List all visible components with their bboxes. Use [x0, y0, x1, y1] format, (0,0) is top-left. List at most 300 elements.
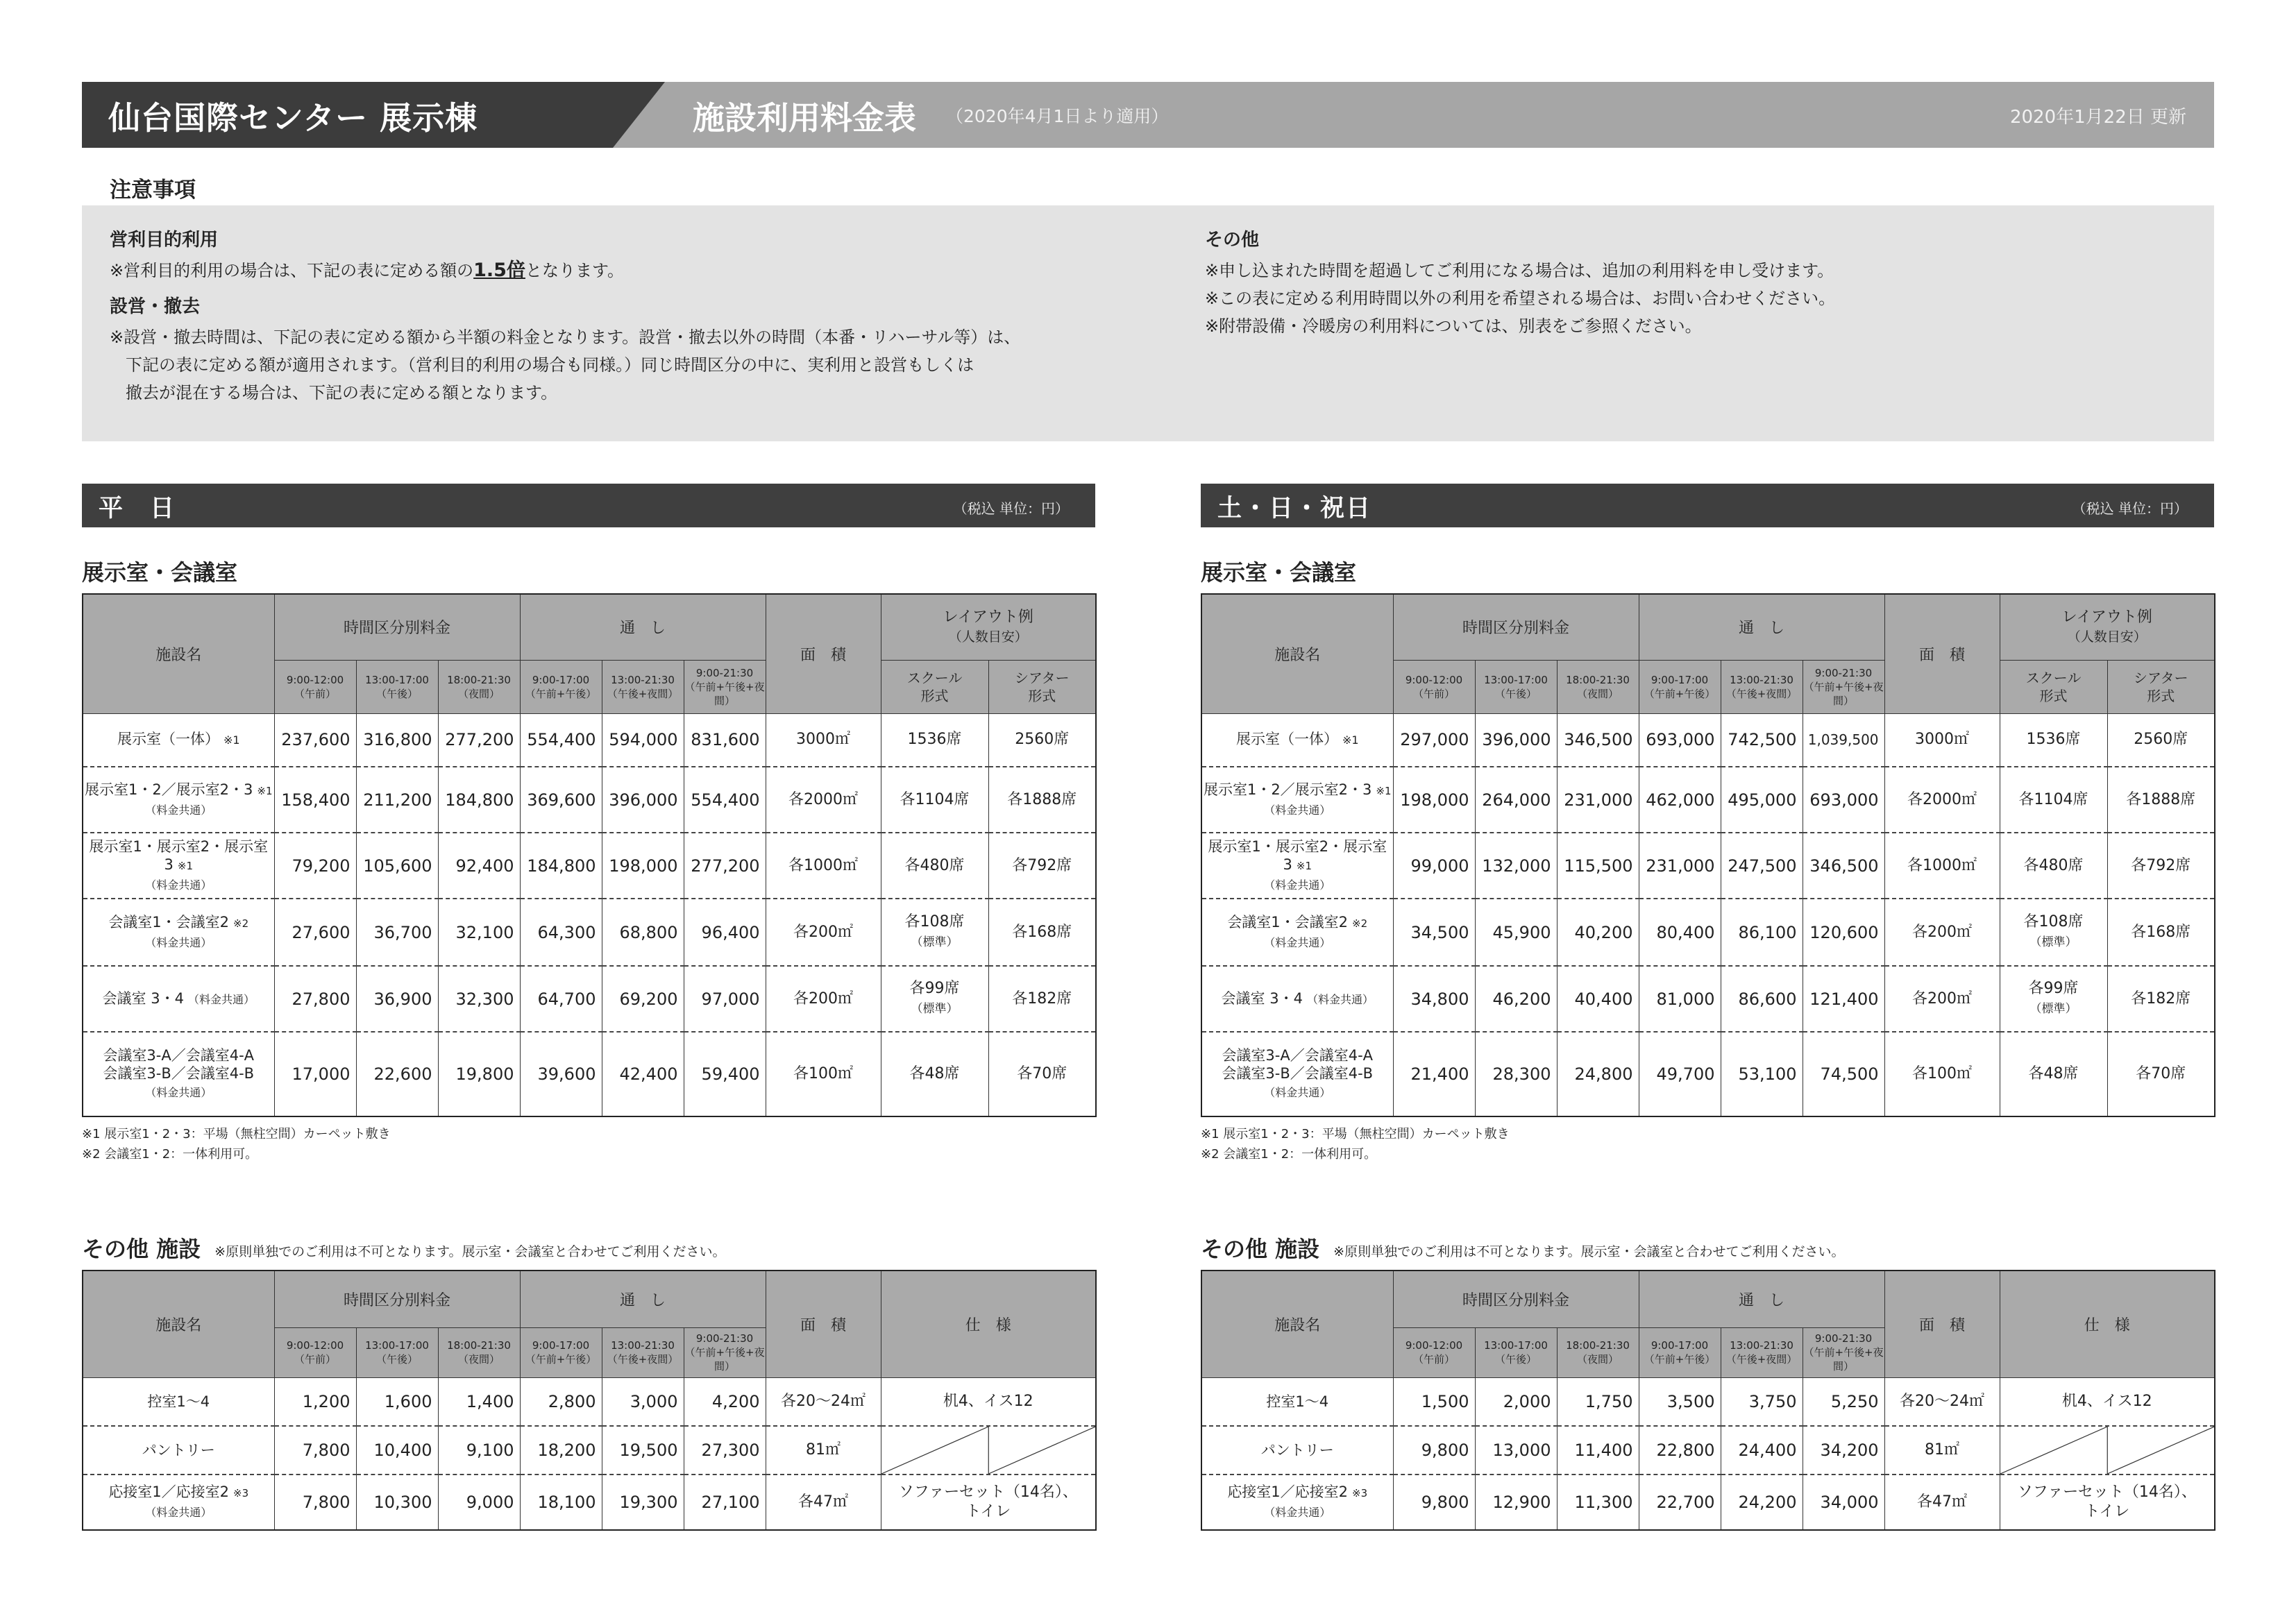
weekday-footnote-1: ※1 展示室1・2・3：平場（無柱空間）カーペット敷き — [82, 1127, 391, 1141]
price-cell: 27,100 — [684, 1475, 766, 1530]
col-slot-5 — [1803, 660, 1884, 713]
price-cell: 297,000 — [1393, 713, 1475, 767]
school-capacity-cell — [881, 833, 988, 899]
facility-note: ※2 — [233, 917, 249, 930]
theater-capacity-cell: 各1888席 — [2107, 767, 2215, 833]
spec-cell — [881, 1475, 1096, 1530]
area-cell: 3000㎡ — [766, 713, 881, 767]
price-cell: 554,400 — [520, 713, 602, 767]
notice-box — [82, 205, 2214, 441]
col-slot-5 — [1803, 1327, 1884, 1377]
facility-name-text: 会議室3-A／会議室4-A — [1222, 1047, 1374, 1064]
layout-sub-label: （人数目安） — [2067, 629, 2147, 645]
facility-note: ※1 — [1342, 733, 1359, 747]
col-facility-name: 施設名 — [83, 1271, 274, 1377]
slot-label: （夜間） — [457, 687, 500, 700]
school-capacity-sub: （標準） — [2029, 1002, 2077, 1016]
area-cell: 各100㎡ — [766, 1032, 881, 1116]
col-slot-0 — [1393, 1327, 1475, 1377]
layout-label: レイアウト例 — [2061, 608, 2152, 626]
facility-name — [1201, 833, 1393, 899]
facility-name — [83, 1377, 274, 1426]
theater-capacity-cell: 各792席 — [2107, 833, 2215, 899]
price-cell: 42,400 — [602, 1032, 684, 1116]
col-theater — [988, 660, 1096, 713]
facility-name — [1201, 767, 1393, 833]
area-cell: 各1000㎡ — [1884, 833, 2000, 899]
school-capacity-cell — [2000, 1032, 2107, 1116]
theater-capacity-cell: 各168席 — [988, 899, 1096, 966]
facility-name — [1201, 713, 1393, 767]
school-capacity-cell — [2000, 833, 2107, 899]
notice-right-column — [1205, 226, 1835, 340]
price-cell: 5,250 — [1803, 1377, 1884, 1426]
school-label: スクール — [2025, 669, 2082, 686]
slot-time: 9:00-21:30 — [695, 1332, 754, 1345]
price-cell: 69,200 — [602, 966, 684, 1032]
facility-name-text: パントリー — [142, 1442, 215, 1459]
facility-note: ※1 — [223, 733, 240, 747]
facility-name-text: 会議室1・会議室2 — [108, 913, 230, 931]
facility-note: （料金共通） — [1306, 992, 1374, 1006]
header-updated-date: 2020年1月22日 更新 — [2009, 107, 2186, 128]
price-cell: 4,200 — [684, 1377, 766, 1426]
table-row — [1201, 899, 2215, 966]
price-cell: 831,600 — [684, 713, 766, 767]
slot-time: 13:00-21:30 — [611, 673, 675, 686]
table-row — [1201, 1377, 2215, 1426]
slot-label: （午前+午後+夜間） — [1803, 680, 1884, 707]
school-capacity: 各48席 — [909, 1065, 960, 1082]
table-row — [1201, 833, 2215, 899]
price-cell: 495,000 — [1721, 767, 1803, 833]
table-row — [83, 1377, 1096, 1426]
weekday-footnotes — [82, 1124, 391, 1164]
spec-cell-empty — [2000, 1426, 2215, 1475]
setup-line-2: 下記の表に定める額が適用されます。（営利目的利用の場合も同様。）同じ時間区分の中に、実利用と設営もしくは — [126, 355, 974, 375]
slot-label: （午後） — [375, 687, 418, 700]
spec-cell-empty — [881, 1426, 1096, 1475]
slot-label: （午前+午後） — [525, 1353, 597, 1366]
col-by-slot: 時間区分別料金 — [1393, 594, 1639, 660]
col-school — [2000, 660, 2107, 713]
price-cell: 7,800 — [274, 1426, 356, 1475]
holiday-unit: （税込 単位：円） — [2072, 500, 2188, 517]
table-row — [1201, 1032, 2215, 1116]
slot-time: 9:00-17:00 — [1651, 673, 1709, 686]
table-row — [1201, 713, 2215, 767]
col-slot-1 — [356, 1327, 438, 1377]
price-cell: 68,800 — [602, 899, 684, 966]
facility-name-text: 展示室（一体） — [1235, 731, 1338, 748]
price-cell: 19,300 — [602, 1475, 684, 1530]
facility-name-text: 展示室1・2／展示室2・3 — [84, 781, 253, 798]
price-cell: 32,300 — [438, 966, 520, 1032]
area-cell: 各2000㎡ — [1884, 767, 2000, 833]
holiday-other-note: ※原則単独でのご利用は不可となります。展示室・会議室と合わせてご利用ください。 — [1333, 1243, 1845, 1259]
price-cell: 184,800 — [438, 767, 520, 833]
layout-sub-label: （人数目安） — [948, 629, 1028, 645]
other-line-2: ※この表に定める利用時間以外の利用を希望される場合は、お問い合わせください。 — [1205, 289, 1836, 308]
spec-text-2: トイレ — [2084, 1503, 2130, 1520]
setup-title: 設営・撤去 — [110, 296, 201, 317]
col-layout — [2000, 594, 2215, 660]
facility-note: （料金共通） — [187, 992, 255, 1006]
price-cell: 231,000 — [1639, 833, 1721, 899]
price-cell: 28,300 — [1475, 1032, 1557, 1116]
table-row — [83, 966, 1096, 1032]
weekday-bar — [82, 484, 1095, 527]
facility-name — [1201, 1032, 1393, 1116]
col-slot-3 — [520, 660, 602, 713]
facility-name-text: 控室1～4 — [1266, 1393, 1329, 1410]
facility-name-text: 応接室1／応接室2 — [108, 1484, 230, 1500]
slot-label: （午前+午後） — [1644, 687, 1716, 700]
area-cell: 各47㎡ — [1884, 1475, 2000, 1530]
facility-name — [83, 833, 274, 899]
facility-note: ※2 — [1352, 917, 1368, 930]
commercial-text: ※営利目的利用の場合は、下記の表に定める額の1.5倍となります。 — [110, 260, 625, 281]
other-line-3: ※附帯設備・冷暖房の利用料については、別表をご参照ください。 — [1205, 316, 1702, 336]
table-row — [83, 1032, 1096, 1116]
facility-name-text: 控室1～4 — [147, 1393, 210, 1410]
price-cell: 1,039,500 — [1803, 713, 1884, 767]
price-cell: 231,000 — [1557, 767, 1639, 833]
price-cell: 121,400 — [1803, 966, 1884, 1032]
price-cell: 277,200 — [438, 713, 520, 767]
school-capacity: 1536席 — [907, 731, 962, 749]
school-capacity: 各108席 — [2023, 913, 2084, 931]
price-cell: 316,800 — [356, 713, 438, 767]
school-format-label: 形式 — [920, 687, 949, 704]
price-cell: 86,100 — [1721, 899, 1803, 966]
slot-time: 13:00-21:30 — [611, 1339, 675, 1352]
col-through: 通 し — [520, 594, 766, 660]
facility-name-text: 展示室1・展示室2・展示室3 — [1208, 838, 1387, 873]
theater-capacity-cell: 各1888席 — [988, 767, 1096, 833]
facility-name-text: 展示室1・展示室2・展示室3 — [89, 838, 269, 873]
facility-name-text-2: 会議室3-B／会議室4-B — [103, 1065, 255, 1082]
theater-label: シアター — [1014, 669, 1070, 686]
area-cell: 3000㎡ — [1884, 713, 2000, 767]
table-row — [1201, 767, 2215, 833]
header-row — [1201, 594, 2215, 660]
slot-label: （夜間） — [1576, 1353, 1619, 1366]
facility-sub: （料金共通） — [1264, 878, 1331, 892]
facility-sub: （料金共通） — [145, 878, 212, 892]
spec-cell — [2000, 1377, 2215, 1426]
price-cell: 3,750 — [1721, 1377, 1803, 1426]
school-capacity-cell — [881, 713, 988, 767]
price-cell: 19,500 — [602, 1426, 684, 1475]
slot-label: （午後） — [1494, 1353, 1537, 1366]
table-row — [83, 1475, 1096, 1530]
holiday-footnote-1: ※1 展示室1・2・3：平場（無柱空間）カーペット敷き — [1201, 1127, 1510, 1141]
col-slot-4 — [1721, 1327, 1803, 1377]
facility-name — [1201, 966, 1393, 1032]
price-cell: 46,200 — [1475, 966, 1557, 1032]
school-capacity-cell — [2000, 713, 2107, 767]
facility-sub: （料金共通） — [1264, 935, 1331, 949]
weekday-bar-title: 平 日 — [99, 495, 176, 522]
price-cell: 1,750 — [1557, 1377, 1639, 1426]
slot-time: 18:00-21:30 — [447, 1339, 511, 1352]
area-cell: 各20～24㎡ — [1884, 1377, 2000, 1426]
theater-capacity-cell: 各182席 — [988, 966, 1096, 1032]
slot-time: 18:00-21:30 — [1566, 673, 1630, 686]
slot-label: （午後） — [375, 1353, 418, 1366]
school-capacity-cell — [881, 767, 988, 833]
facility-name — [83, 767, 274, 833]
slot-time: 13:00-21:30 — [1730, 673, 1793, 686]
slot-label: （午前+午後+夜間） — [684, 1346, 765, 1373]
school-capacity: 各1104席 — [2018, 790, 2088, 808]
price-cell: 22,700 — [1639, 1475, 1721, 1530]
header-title: 仙台国際センター 展示棟 — [108, 99, 478, 137]
col-slot-2 — [1557, 660, 1639, 713]
school-capacity: 各480席 — [904, 856, 965, 874]
spec-cell — [881, 1377, 1096, 1426]
facility-name-text: 展示室1・2／展示室2・3 — [1203, 781, 1372, 798]
price-cell: 27,800 — [274, 966, 356, 1032]
facility-name — [83, 1032, 274, 1116]
price-cell: 59,400 — [684, 1032, 766, 1116]
theater-capacity-cell: 各168席 — [2107, 899, 2215, 966]
price-cell: 21,400 — [1393, 1032, 1475, 1116]
slot-label: （午前） — [294, 1353, 336, 1366]
slot-label: （午後+夜間） — [607, 687, 679, 700]
price-cell: 120,600 — [1803, 899, 1884, 966]
price-cell: 158,400 — [274, 767, 356, 833]
price-cell: 97,000 — [684, 966, 766, 1032]
facility-name-text: 会議室3-A／会議室4-A — [103, 1047, 255, 1064]
price-cell: 80,400 — [1639, 899, 1721, 966]
other-title: その他 — [1205, 230, 1260, 250]
col-by-slot: 時間区分別料金 — [274, 1271, 520, 1327]
area-cell: 各200㎡ — [1884, 966, 2000, 1032]
facility-name-text: 会議室 3・4 — [1221, 989, 1303, 1007]
col-through: 通 し — [1639, 1271, 1884, 1327]
school-capacity-sub: （標準） — [2029, 935, 2077, 949]
price-cell: 96,400 — [684, 899, 766, 966]
price-cell: 346,500 — [1557, 713, 1639, 767]
facility-name — [83, 966, 274, 1032]
facility-name — [1201, 1377, 1393, 1426]
table-row — [83, 1426, 1096, 1475]
holiday-section-rooms-title: 展示室・会議室 — [1201, 559, 1357, 586]
price-cell: 1,400 — [438, 1377, 520, 1426]
col-school — [881, 660, 988, 713]
col-through: 通 し — [1639, 594, 1884, 660]
col-slot-5 — [684, 660, 766, 713]
facility-sub: （料金共通） — [1264, 803, 1331, 817]
col-facility-name: 施設名 — [83, 594, 274, 713]
price-cell: 237,600 — [274, 713, 356, 767]
setup-line-3: 撤去が混在する場合は、下記の表に定める額となります。 — [126, 383, 558, 402]
area-cell: 各47㎡ — [766, 1475, 881, 1530]
price-cell: 554,400 — [684, 767, 766, 833]
school-capacity-cell — [2000, 899, 2107, 966]
table-row — [83, 899, 1096, 966]
school-capacity-cell — [2000, 966, 2107, 1032]
slot-label: （午後+夜間） — [1725, 1353, 1798, 1366]
school-capacity: 各48席 — [2028, 1065, 2079, 1082]
table-row — [1201, 966, 2215, 1032]
price-cell: 3,000 — [602, 1377, 684, 1426]
facility-sub: （料金共通） — [145, 803, 212, 817]
slot-time: 13:00-17:00 — [365, 1339, 429, 1352]
price-cell: 19,800 — [438, 1032, 520, 1116]
header-row — [83, 1271, 1096, 1327]
slot-time: 9:00-12:00 — [1405, 673, 1463, 686]
school-capacity: 1536席 — [2026, 731, 2081, 749]
price-cell: 211,200 — [356, 767, 438, 833]
slot-time: 18:00-21:30 — [1566, 1339, 1630, 1352]
table-row — [1201, 1475, 2215, 1530]
price-cell: 369,600 — [520, 767, 602, 833]
price-cell: 39,600 — [520, 1032, 602, 1116]
price-cell: 49,700 — [1639, 1032, 1721, 1116]
table-row — [1201, 1426, 2215, 1475]
holiday-other-table — [1201, 1270, 2215, 1531]
spec-cell — [2000, 1475, 2215, 1530]
price-cell: 693,000 — [1803, 767, 1884, 833]
slot-label: （午前+午後+夜間） — [1803, 1346, 1884, 1373]
slot-time: 9:00-21:30 — [1814, 1332, 1873, 1345]
holiday-footnotes — [1201, 1124, 1510, 1164]
price-cell: 74,500 — [1803, 1032, 1884, 1116]
facility-sub: （料金共通） — [1264, 1086, 1331, 1099]
slot-label: （午前） — [294, 687, 336, 700]
price-cell: 11,300 — [1557, 1475, 1639, 1530]
price-cell: 132,000 — [1475, 833, 1557, 899]
col-slot-1 — [356, 660, 438, 713]
col-slot-2 — [1557, 1327, 1639, 1377]
theater-format-label: 形式 — [2147, 687, 2175, 704]
price-cell: 346,500 — [1803, 833, 1884, 899]
facility-name — [83, 899, 274, 966]
slot-time: 9:00-17:00 — [532, 673, 590, 686]
price-cell: 99,000 — [1393, 833, 1475, 899]
header-row — [83, 594, 1096, 660]
school-capacity-cell — [881, 966, 988, 1032]
school-capacity: 各99席 — [909, 980, 960, 997]
price-cell: 2,000 — [1475, 1377, 1557, 1426]
weekday-section-other-title: その他 施設 ※原則単独でのご利用は不可となります。展示室・会議室と合わせてご利用ください。 — [82, 1236, 726, 1262]
school-capacity-sub: （標準） — [911, 1002, 959, 1016]
col-slot-3 — [520, 1327, 602, 1377]
holiday-footnote-2: ※2 会議室1・2：一体利用可。 — [1201, 1147, 1377, 1162]
facility-note: ※1 — [257, 784, 273, 797]
facility-name-text: パントリー — [1260, 1442, 1334, 1459]
spec-text: ソファーセット（14名）、 — [2017, 1484, 2197, 1501]
facility-note: ※1 — [177, 859, 193, 872]
notice-left-column — [110, 226, 1020, 407]
col-theater — [2107, 660, 2215, 713]
weekday-unit: （税込 単位：円） — [953, 500, 1069, 517]
facility-name — [83, 713, 274, 767]
facility-name — [83, 1426, 274, 1475]
col-slot-4 — [602, 1327, 684, 1377]
col-facility-name: 施設名 — [1201, 594, 1393, 713]
price-cell: 11,400 — [1557, 1426, 1639, 1475]
price-cell: 22,800 — [1639, 1426, 1721, 1475]
price-cell: 79,200 — [274, 833, 356, 899]
col-slot-2 — [438, 1327, 520, 1377]
holiday-rooms-table — [1201, 593, 2215, 1117]
theater-capacity-cell: 各70席 — [2107, 1032, 2215, 1116]
col-slot-1 — [1475, 1327, 1557, 1377]
slot-label: （午後+夜間） — [1725, 687, 1798, 700]
col-slot-0 — [274, 660, 356, 713]
col-slot-2 — [438, 660, 520, 713]
slot-label: （午前） — [1412, 1353, 1455, 1366]
price-cell: 34,000 — [1803, 1475, 1884, 1530]
price-cell: 40,400 — [1557, 966, 1639, 1032]
slot-time: 9:00-12:00 — [286, 1339, 344, 1352]
price-cell: 64,300 — [520, 899, 602, 966]
price-cell: 92,400 — [438, 833, 520, 899]
price-cell: 396,000 — [1475, 713, 1557, 767]
price-cell: 198,000 — [1393, 767, 1475, 833]
commercial-multiplier: 1.5倍 — [473, 260, 525, 281]
price-cell: 10,300 — [356, 1475, 438, 1530]
slot-label: （午後） — [1494, 687, 1537, 700]
school-capacity-cell — [881, 1032, 988, 1116]
slot-time: 9:00-17:00 — [532, 1339, 590, 1352]
col-area: 面 積 — [1884, 594, 2000, 713]
table-row — [83, 713, 1096, 767]
slot-label: （午前+午後+夜間） — [684, 680, 765, 707]
spec-text: 机4、イス12 — [943, 1392, 1033, 1410]
price-cell: 86,600 — [1721, 966, 1803, 1032]
col-slot-0 — [274, 1327, 356, 1377]
holiday-bar-title: 土・日・祝日 — [1217, 495, 1372, 522]
school-capacity-cell — [881, 899, 988, 966]
slot-time: 9:00-12:00 — [1405, 1339, 1463, 1352]
slot-time: 13:00-21:30 — [1730, 1339, 1793, 1352]
col-slot-4 — [602, 660, 684, 713]
price-cell: 1,600 — [356, 1377, 438, 1426]
price-cell: 10,400 — [356, 1426, 438, 1475]
header-row — [1201, 1271, 2215, 1327]
school-capacity: 各480席 — [2023, 856, 2084, 874]
price-cell: 34,200 — [1803, 1426, 1884, 1475]
price-cell: 7,800 — [274, 1475, 356, 1530]
area-cell: 各200㎡ — [1884, 899, 2000, 966]
facility-sub: （料金共通） — [145, 1506, 212, 1519]
price-cell: 12,900 — [1475, 1475, 1557, 1530]
facility-note: ※1 — [1296, 859, 1312, 872]
col-facility-name: 施設名 — [1201, 1271, 1393, 1377]
price-cell: 36,700 — [356, 899, 438, 966]
theater-capacity-cell: 各70席 — [988, 1032, 1096, 1116]
school-capacity-sub: （標準） — [911, 935, 959, 949]
weekday-footnote-2: ※2 会議室1・2：一体利用可。 — [82, 1147, 258, 1162]
notice-title: 注意事項 — [110, 178, 196, 203]
col-slot-3 — [1639, 1327, 1721, 1377]
slot-time: 13:00-17:00 — [1484, 673, 1548, 686]
slot-label: （午前+午後） — [525, 687, 597, 700]
weekday-other-table — [82, 1270, 1097, 1531]
facility-name-text-2: 会議室3-B／会議室4-B — [1222, 1065, 1374, 1082]
facility-note: ※3 — [1352, 1487, 1368, 1499]
header-applied-date: （2020年4月1日より適用） — [946, 106, 1169, 126]
area-cell: 81㎡ — [766, 1426, 881, 1475]
holiday-bar — [1201, 484, 2214, 527]
slot-time: 9:00-12:00 — [286, 673, 344, 686]
price-cell: 264,000 — [1475, 767, 1557, 833]
